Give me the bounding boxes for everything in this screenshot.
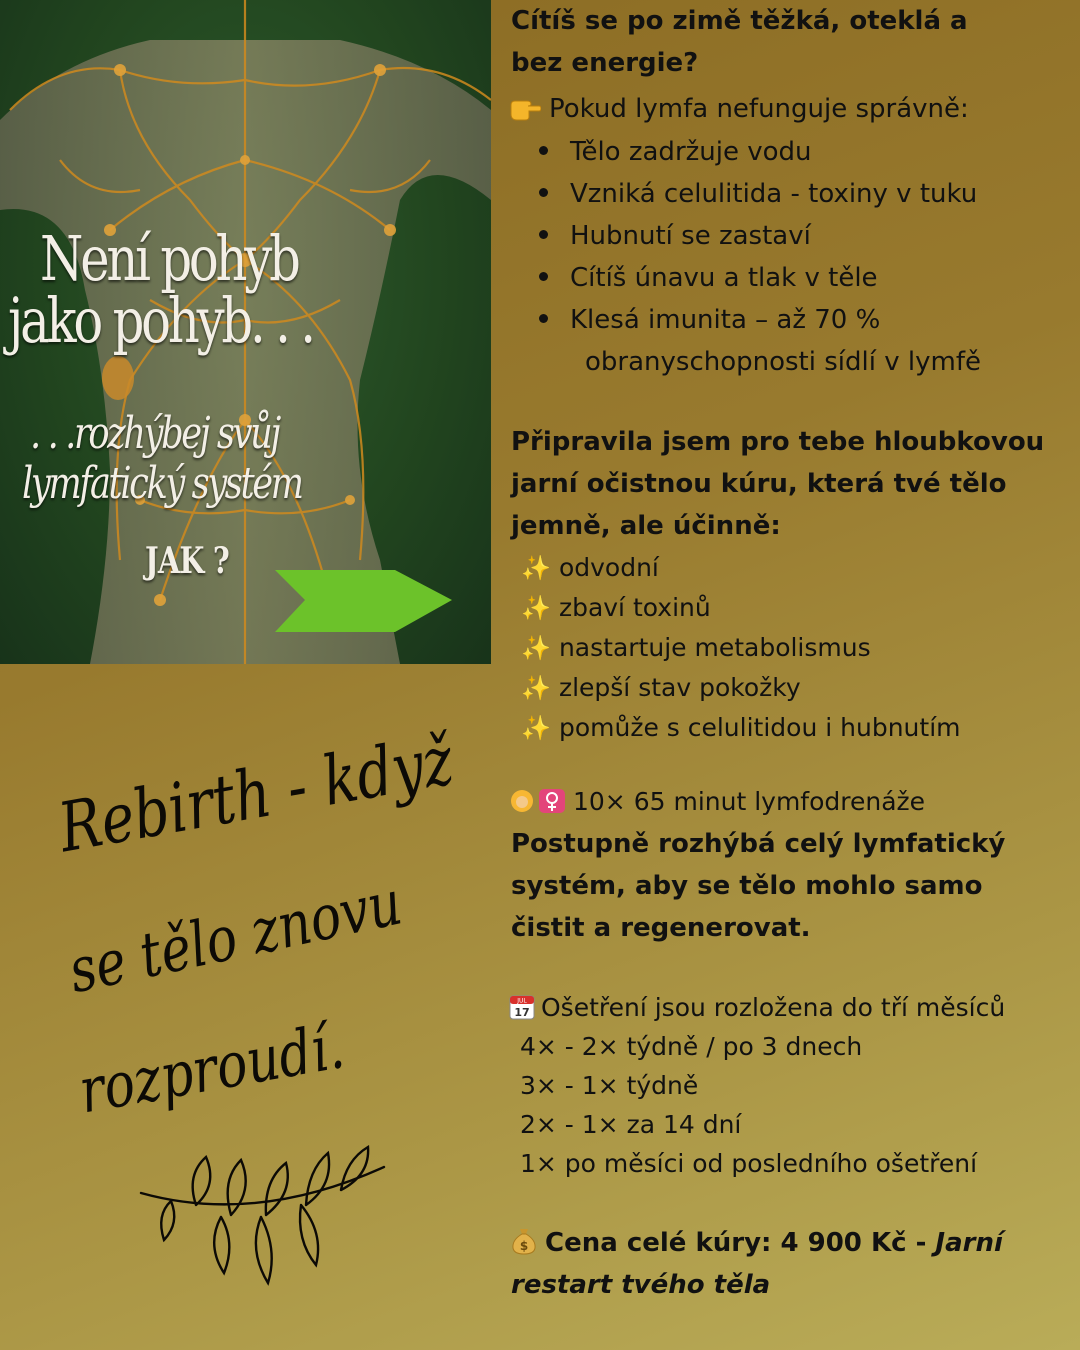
list-item: ✨ zlepší stav pokožky (521, 668, 961, 708)
list-item: ✨ pomůže s celulitidou i hubnutím (521, 708, 961, 748)
woman-getting-massage-icon (509, 787, 569, 815)
hero-headline-2: jako pohyb. . . (8, 284, 313, 357)
cure-heading-3: jemně, ale účinně: (511, 511, 781, 541)
sparkles-icon: ✨ (521, 714, 551, 742)
list-item: 3× - 1× týdně (520, 1071, 699, 1100)
sparkles-icon: ✨ (521, 594, 551, 622)
schedule-list (520, 1027, 977, 1183)
sparkles-icon: ✨ (521, 674, 551, 702)
hero-subline-2: lymfatický systém (22, 458, 302, 509)
price-tagline-a: Jarní (935, 1228, 1003, 1258)
sessions-desc-1: Postupně rozhýbá celý lymfatický (511, 829, 1006, 859)
benefit-list (521, 548, 961, 748)
list-item: ✨ nastartuje metabolismus (521, 628, 961, 668)
list-item: 4× - 2× týdně / po 3 dnech (520, 1032, 863, 1061)
sessions-line (509, 781, 925, 823)
calendar-icon (509, 994, 535, 1020)
schedule-heading (509, 988, 1005, 1027)
cure-heading-2: jarní očistnou kúru, která tvé tělo (511, 469, 1007, 499)
svg-text:17: 17 (514, 1006, 530, 1019)
list-item: 1× po měsíci od posledního ošetření (520, 1149, 978, 1178)
symptom-list (533, 131, 981, 383)
pointing-hand-icon (509, 95, 541, 121)
hero-headline-1: Není pohyb (40, 222, 298, 295)
svg-text:JUL: JUL (517, 997, 527, 1005)
script-title-line-1: Rebirth - když (53, 721, 459, 869)
intro-lead-text: Pokud lymfa nefunguje správně: (549, 94, 969, 124)
leaf-branch-icon (136, 1145, 396, 1295)
hero-question: JAK ? (145, 540, 229, 582)
intro-lead (509, 88, 969, 130)
list-item: Vzniká celulitida - toxiny v tuku (533, 173, 981, 215)
sparkles-icon: ✨ (521, 554, 551, 582)
script-title-line-2: se tělo znovu (62, 865, 408, 1008)
list-item: 2× - 1× za 14 dní (520, 1110, 742, 1139)
sessions-desc-3: čistit a regenerovat. (511, 913, 811, 943)
money-bag-icon (509, 1226, 539, 1256)
list-item: Klesá imunita – až 70 % (533, 299, 981, 341)
intro-question-1: Cítíš se po zimě těžká, oteklá a (511, 6, 968, 36)
schedule-heading-text: Ošetření jsou rozložena do tří měsíců (541, 993, 1006, 1022)
list-item: ✨ odvodní (521, 548, 961, 588)
hero-image (0, 0, 491, 664)
list-item-continuation: obranyschopnosti sídlí v lymfě (585, 347, 981, 377)
price-line (509, 1222, 1003, 1264)
list-item: Hubnutí se zastaví (533, 215, 981, 257)
price-label: Cena celé kúry: 4 900 Kč - (545, 1228, 936, 1258)
hero-subline-1: . . .rozhýbej svůj (30, 408, 279, 459)
sessions-text: 10× 65 minut lymfodrenáže (573, 787, 926, 816)
list-item: Cítíš únavu a tlak v těle (533, 257, 981, 299)
intro-question-2: bez energie? (511, 48, 699, 78)
price-tagline-b: restart tvého těla (511, 1270, 771, 1300)
cure-heading-1: Připravila jsem pro tebe hloubkovou (511, 427, 1045, 457)
sessions-desc-2: systém, aby se tělo mohlo samo (511, 871, 983, 901)
script-title-line-3: rozproudí. (73, 1009, 350, 1128)
list-item: ✨ zbaví toxinů (521, 588, 961, 628)
sparkles-icon: ✨ (521, 634, 551, 662)
list-item: Tělo zadržuje vodu (533, 131, 981, 173)
svg-text:$: $ (519, 1239, 529, 1253)
